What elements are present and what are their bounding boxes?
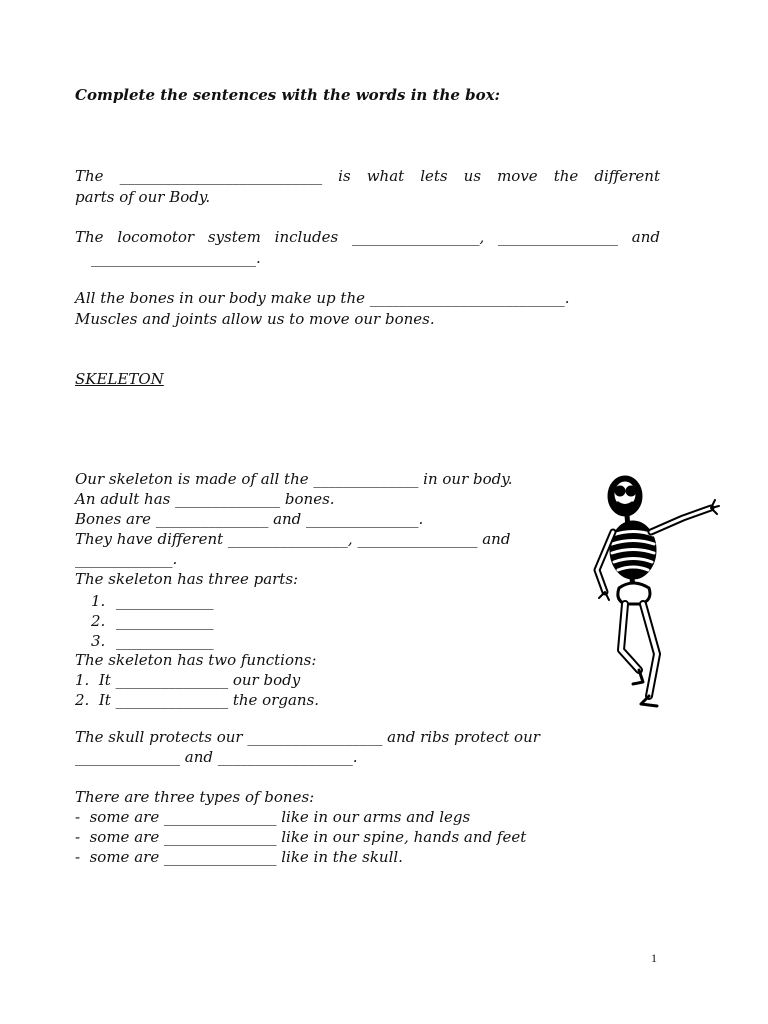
sentence-1-line-1: The ___________________________ is what lets us move the different — [75, 167, 660, 185]
skeleton-heading: SKELETON — [75, 370, 164, 388]
protect-line-1: The skull protects our __________________ and ribs protect our — [75, 728, 540, 746]
sentence-3-line-2: Muscles and joints allow us to move our bones. — [75, 310, 435, 328]
function-item: 2. It _______________ the organs. — [75, 691, 320, 709]
skeleton-illustration-icon — [583, 470, 723, 720]
skeleton-line: They have different ________________, ________________ and — [75, 530, 511, 548]
skeleton-line: Bones are _______________ and _______________. — [75, 510, 424, 528]
part-number: 3. — [91, 632, 106, 650]
sentence-1-line-2: parts of our Body. — [75, 188, 211, 206]
type-item: - some are _______________ like in our spine, hands and feet — [75, 828, 527, 846]
part-blank: _____________ — [116, 632, 214, 650]
type-item: - some are _______________ like in the skull. — [75, 848, 403, 866]
types-title: There are three types of bones: — [75, 788, 315, 806]
part-number: 2. — [91, 612, 106, 630]
sentence-3-line-1: All the bones in our body make up the __________________________. — [75, 289, 570, 307]
protect-line-2: ______________ and __________________. — [75, 748, 358, 766]
skeleton-line: _____________. — [75, 550, 178, 568]
type-item: - some are _______________ like in our arms and legs — [75, 808, 471, 826]
part-blank: _____________ — [116, 612, 214, 630]
page-number: 1 — [651, 951, 657, 965]
sentence-2-line-2: ______________________. — [91, 249, 261, 267]
instructions-title: Complete the sentences with the words in the box: — [75, 86, 501, 104]
part-number: 1. — [91, 592, 106, 610]
skeleton-line: Our skeleton is made of all the ______________ in our body. — [75, 470, 513, 488]
function-item: 1. It _______________ our body — [75, 671, 301, 689]
part-blank: _____________ — [116, 592, 214, 610]
functions-title: The skeleton has two functions: — [75, 651, 317, 669]
sentence-2-line-1: The locomotor system includes _________________, ________________ and — [75, 228, 660, 246]
skeleton-line: The skeleton has three parts: — [75, 570, 299, 588]
skeleton-line: An adult has ______________ bones. — [75, 490, 335, 508]
